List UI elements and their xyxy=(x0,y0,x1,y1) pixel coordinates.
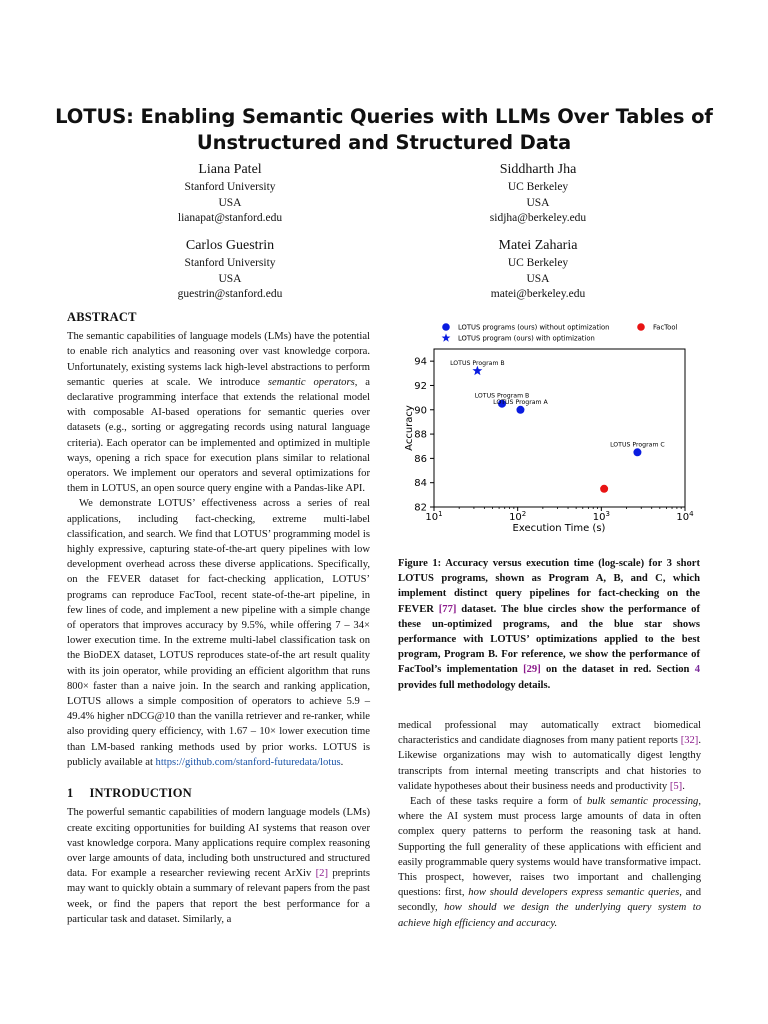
data-point xyxy=(516,406,524,414)
body-text: . xyxy=(682,780,685,792)
abstract-heading: ABSTRACT xyxy=(67,310,137,324)
body-text: medical professional may automatically extract biomedical characteristics and candidate diagnoses from many patient reports xyxy=(398,720,701,747)
author-name: Siddharth Jha xyxy=(499,162,577,177)
body-emphasis: how should we design the underlying query system to achieve high efficiency and accuracy. xyxy=(398,902,701,929)
right-column xyxy=(398,718,701,931)
body-text: . Likewise organizations may wish to automatically digest lengthy transcripts from internal meeting transcripts and chat histories to validate hypotheses about their business needs and productivity xyxy=(398,735,701,792)
y-tick-label: 88 xyxy=(414,429,427,441)
y-tick-label: 84 xyxy=(414,478,427,490)
author-name: Liana Patel xyxy=(198,162,262,177)
author-country: USA xyxy=(218,272,242,285)
right-paragraph-1 xyxy=(398,718,701,794)
title-line-1: LOTUS: Enabling Semantic Queries with LLMs Over Tables of xyxy=(55,105,713,128)
data-point-star xyxy=(472,366,482,375)
body-emphasis: bulk semantic processing xyxy=(586,796,699,808)
citation-link[interactable]: [5] xyxy=(669,780,683,792)
author-block xyxy=(100,237,360,303)
x-tick-label: $10^1$ xyxy=(425,510,443,523)
x-tick-label: $10^3$ xyxy=(592,510,610,523)
paper-title xyxy=(40,104,728,156)
citation-link[interactable]: [29] xyxy=(523,664,541,676)
section-number: 1 xyxy=(67,786,74,801)
data-label: LOTUS Program B xyxy=(450,359,505,367)
author-block xyxy=(408,161,668,227)
author-name: Carlos Guestrin xyxy=(185,238,275,253)
author-block xyxy=(100,161,360,227)
abstract-text: We demonstrate LOTUS’ effectiveness across a series of real applications, including fact-checking, extreme multi-label classification, and search. We find that LOTUS’ programming model is highly expressive, capturing state-of-the-art query pipelines with low development overhead across these diverse applications. Specifically, on the FEVER dataset for fact-checking application, LOTUS’ programs can reproduce FacTool, recent state-of-the-art pipeline, in few lines of code, and implement a new pipeline with a simple change of operators that improves accuracy by 9.5%, while offering 7 – 34× lower execution time. In the extreme multi-label classification task on the BioDEX dataset, LOTUS reproduces state-of-the art result quality with its join operator, while providing an efficient algorithm that runs 800× faster than a naive join. In the search and ranking application, LOTUS allows a simple composition of operators to achieve 5.9 – 49.4% higher nDCG@10 than the vanilla retriever and re-ranker, while also providing query efficiency, with 1.67 – 10× lower execution time than LM-based ranking methods used by prior works. LOTUS is publicly available at xyxy=(67,498,370,768)
legend-marker xyxy=(442,323,450,331)
section-ref-link[interactable]: 4 xyxy=(694,664,700,676)
x-tick-label: $10^4$ xyxy=(676,510,694,523)
intro-text: The powerful semantic capabilities of modern language models (LMs) create exciting opportunities for building AI systems that reason over vast knowledge corpora. Many applications require complex reasoning over large amounts of data, including both unstructured and structured data. For example a researcher reviewing recent ArXiv xyxy=(67,807,370,880)
author-email: sidjha@berkeley.edu xyxy=(489,212,587,224)
right-paragraph-2 xyxy=(398,794,701,931)
caption-text: dataset. The blue circles show the performance of these un-optimized programs, and the blue star shows performance with LOTUS’ optimizations applied to the best program, Program B. For reference, we show the performance of FacTool’s implementation xyxy=(398,603,700,676)
figure-1-caption xyxy=(398,556,700,693)
x-tick-label: $10^2$ xyxy=(509,510,527,523)
author-affiliation: Stanford University xyxy=(184,181,276,193)
legend-marker-star xyxy=(442,333,451,341)
github-link[interactable]: https://github.com/stanford-futuredata/lotus xyxy=(155,756,341,768)
title-line-2: Unstructured and Structured Data xyxy=(196,131,572,154)
data-point xyxy=(633,448,641,456)
author-country: USA xyxy=(526,272,550,285)
author-block xyxy=(408,237,668,303)
figure-1-chart xyxy=(398,316,708,541)
abstract-text: . xyxy=(340,756,344,768)
citation-link[interactable]: [2] xyxy=(315,868,328,880)
abstract-paragraph-2 xyxy=(67,496,370,770)
y-tick-label: 82 xyxy=(414,502,427,514)
author-affiliation: Stanford University xyxy=(184,257,276,269)
author-name: Matei Zaharia xyxy=(498,238,578,253)
y-tick-label: 90 xyxy=(414,405,427,417)
section-title: INTRODUCTION xyxy=(89,786,192,801)
intro-heading xyxy=(67,786,370,801)
x-axis-label: Execution Time (s) xyxy=(512,523,606,534)
author-email: matei@berkeley.edu xyxy=(490,288,586,300)
author-affiliation: UC Berkeley xyxy=(507,181,569,193)
left-column xyxy=(67,310,370,927)
legend-label: FacTool xyxy=(653,323,678,332)
citation-link[interactable]: [32] xyxy=(680,735,699,747)
caption-text: Figure 1: Accuracy versus execution time (log-scale) for 3 short LOTUS programs, shown as Program A, B, and C, which implement distinct query pipelines for fact-checking on the FEVER xyxy=(398,558,700,615)
author-country: USA xyxy=(218,196,242,209)
data-label: LOTUS Program C xyxy=(610,441,665,449)
y-tick-label: 94 xyxy=(414,356,427,368)
body-text: , where the AI system must process large amounts of data in often complex query patterns to perform the reasoning task at hand. Supporting the full generality of these applications with efficient and easily programmable query systems would have transformative impact. This prospect, however, raises two important and challenging questions: first, xyxy=(398,796,702,899)
abstract-paragraph-1 xyxy=(67,329,370,496)
y-tick-label: 86 xyxy=(414,453,427,465)
intro-text: preprints may want to quickly obtain a summary of relevant papers from the past week, or find the papers that report the best performance for a particular task and dataset. Similarly, a xyxy=(67,868,370,925)
y-axis-label: Accuracy xyxy=(404,405,415,451)
caption-text: on the dataset in red. Section xyxy=(540,664,695,676)
abstract-emphasis: semantic operators xyxy=(267,376,355,388)
intro-paragraph xyxy=(67,805,370,927)
author-email: lianapat@stanford.edu xyxy=(177,212,283,224)
data-label: LOTUS Program A xyxy=(493,398,548,406)
plot-frame xyxy=(434,349,685,507)
author-country: USA xyxy=(526,196,550,209)
data-label: LOTUS Program B xyxy=(474,392,530,400)
abstract-text: The semantic capabilities of language models (LMs) have the potential to enable rich analytics and reasoning over vast knowledge corpora. Unfortunately, existing systems lack high-level abstractions to perform semantic queries at scale. We introduce xyxy=(67,331,370,388)
author-email: guestrin@stanford.edu xyxy=(177,288,283,300)
data-point xyxy=(600,485,608,493)
legend-label: LOTUS program (ours) with optimization xyxy=(458,334,595,343)
citation-link[interactable]: [77] xyxy=(438,603,457,615)
body-text: Each of these tasks require a form of xyxy=(410,796,587,808)
author-affiliation: UC Berkeley xyxy=(507,257,569,269)
y-tick-label: 92 xyxy=(414,380,427,392)
caption-text: provides full methodology details. xyxy=(398,679,551,691)
legend-marker xyxy=(637,323,645,331)
body-emphasis: how should developers express semantic queries xyxy=(468,887,680,899)
body-text: , and secondly, xyxy=(398,887,702,914)
legend-label: LOTUS programs (ours) without optimization xyxy=(458,323,610,332)
abstract-text: , a declarative programming interface that extends the relational model with composable AI-based operations for semantic queries over datasets (e.g., sorting or aggregating records using natural language criteria). Each operator can be implemented and optimized in multiple ways, opening a rich space for execution plans similar to relational operators. We implement our operators and several optimizations for them in LOTUS, an open source query engine with a Pandas-like API. xyxy=(67,376,370,495)
